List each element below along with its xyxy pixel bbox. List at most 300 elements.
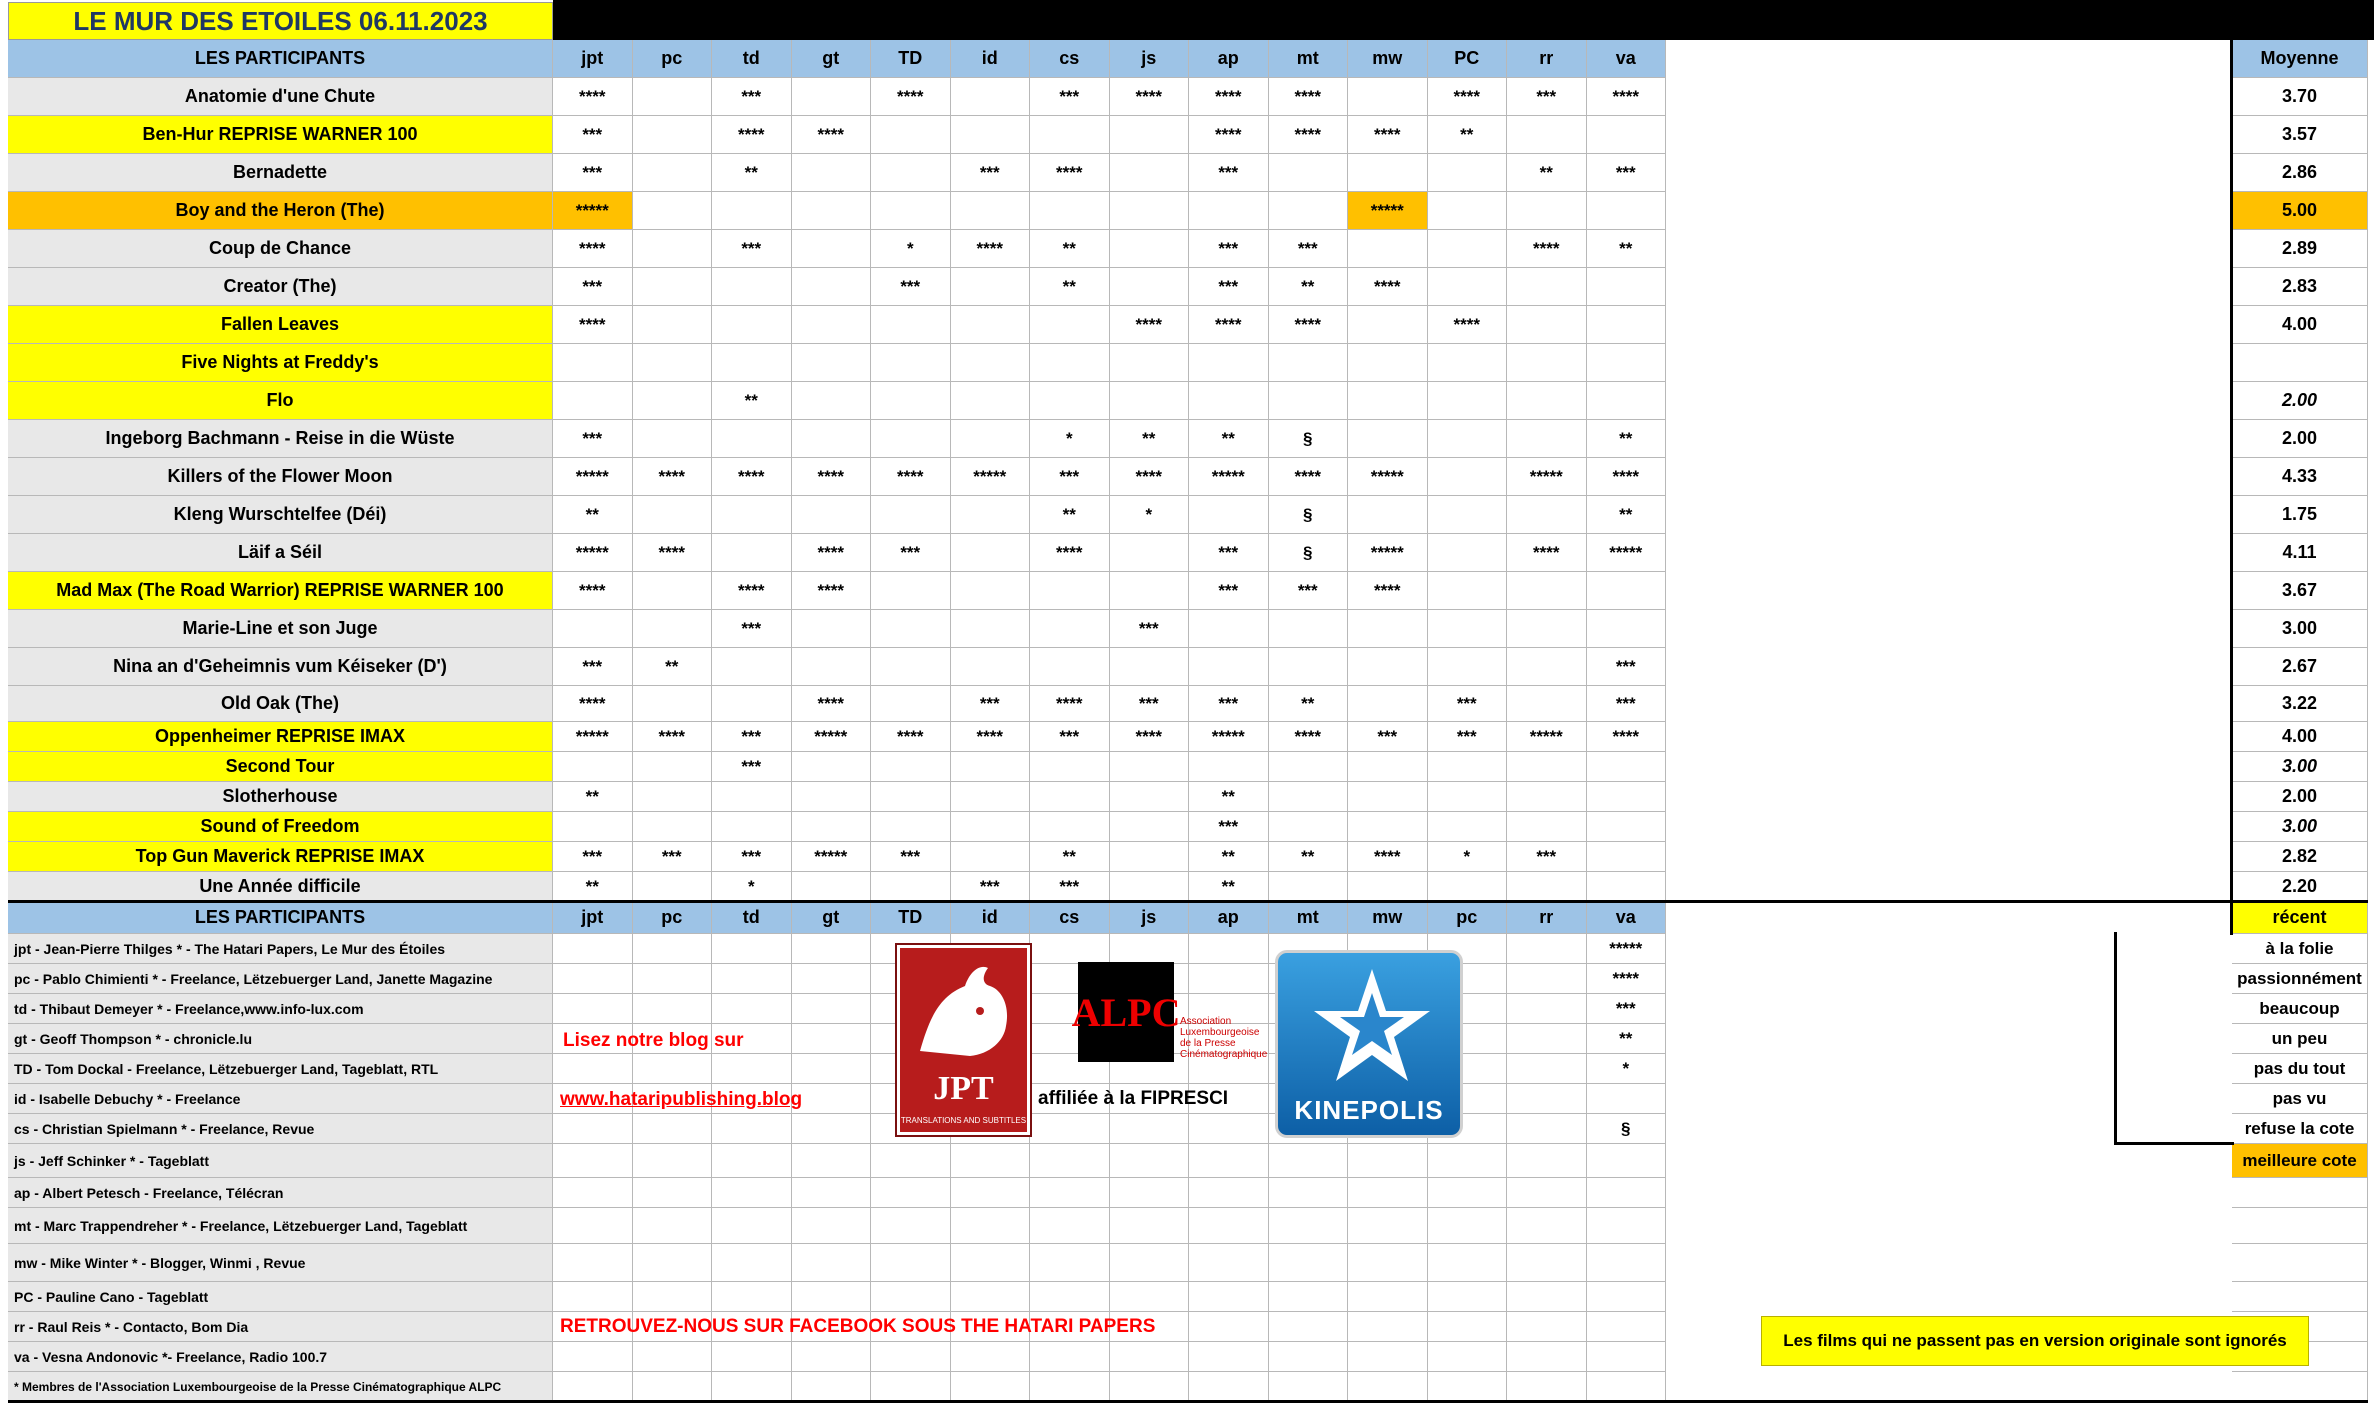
empty-cell[interactable] (1348, 1372, 1428, 1402)
rating-cell[interactable] (1428, 812, 1508, 842)
average-cell[interactable]: 3.00 (2232, 752, 2368, 782)
rating-cell[interactable] (1507, 268, 1587, 306)
rating-cell[interactable] (951, 192, 1031, 230)
rating-cell[interactable]: **** (1587, 458, 1667, 496)
rating-cell[interactable] (1189, 648, 1269, 686)
rating-cell[interactable] (1348, 344, 1428, 382)
rating-cell[interactable]: ** (1428, 116, 1508, 154)
rating-cell[interactable]: *** (712, 78, 792, 116)
rating-cell[interactable]: *** (1110, 610, 1190, 648)
rating-cell[interactable]: **** (1030, 686, 1110, 722)
film-title[interactable]: Ben-Hur REPRISE WARNER 100 (8, 116, 553, 154)
rating-cell[interactable] (951, 344, 1031, 382)
empty-cell[interactable] (633, 1372, 713, 1402)
rating-cell[interactable] (871, 752, 951, 782)
rating-cell[interactable] (792, 268, 872, 306)
rating-cell[interactable]: **** (633, 534, 713, 572)
rating-cell[interactable]: **** (1189, 306, 1269, 344)
rating-cell[interactable] (712, 812, 792, 842)
rating-cell[interactable] (792, 382, 872, 420)
rating-cell[interactable]: ***** (1189, 458, 1269, 496)
empty-cell[interactable] (633, 994, 713, 1024)
rating-cell[interactable] (1110, 534, 1190, 572)
empty-cell[interactable] (1507, 994, 1587, 1024)
rating-cell[interactable] (951, 782, 1031, 812)
rating-cell[interactable]: ***** (1348, 192, 1428, 230)
rating-cell[interactable]: ** (1189, 872, 1269, 902)
rating-cell[interactable] (553, 610, 633, 648)
rating-cell[interactable]: *** (951, 154, 1031, 192)
rating-cell[interactable] (1428, 752, 1508, 782)
rating-cell[interactable]: *** (553, 268, 633, 306)
rating-cell[interactable] (633, 154, 713, 192)
rating-cell[interactable]: ** (1189, 842, 1269, 872)
rating-cell[interactable]: **** (1587, 722, 1667, 752)
rating-cell[interactable]: § (1269, 496, 1349, 534)
empty-cell[interactable] (1030, 1372, 1110, 1402)
film-title[interactable]: Slotherhouse (8, 782, 553, 812)
empty-cell[interactable] (1269, 1342, 1349, 1372)
average-cell[interactable]: 3.00 (2232, 812, 2368, 842)
empty-cell[interactable] (1587, 1372, 1667, 1402)
rating-cell[interactable]: *** (553, 154, 633, 192)
empty-cell[interactable] (1428, 1282, 1508, 1312)
rating-cell[interactable]: ** (1269, 268, 1349, 306)
rating-cell[interactable] (792, 610, 872, 648)
empty-cell[interactable] (1110, 1178, 1190, 1208)
critic-header-bottom[interactable]: va (1587, 902, 1667, 934)
rating-cell[interactable] (712, 192, 792, 230)
rating-cell[interactable]: **** (792, 534, 872, 572)
empty-cell[interactable] (1110, 1144, 1190, 1178)
empty-cell[interactable] (1507, 1054, 1587, 1084)
rating-cell[interactable]: *** (871, 268, 951, 306)
rating-cell[interactable] (1030, 116, 1110, 154)
film-title[interactable]: Anatomie d'une Chute (8, 78, 553, 116)
rating-cell[interactable]: **** (1507, 534, 1587, 572)
rating-cell[interactable]: *** (1189, 230, 1269, 268)
rating-cell[interactable] (633, 812, 713, 842)
empty-cell[interactable] (871, 1342, 951, 1372)
average-cell[interactable]: 2.89 (2232, 230, 2368, 268)
empty-cell[interactable] (712, 1208, 792, 1244)
empty-cell[interactable] (792, 1244, 872, 1282)
empty-cell[interactable] (1269, 1144, 1349, 1178)
empty-cell[interactable] (1189, 1372, 1269, 1402)
film-title[interactable]: Creator (The) (8, 268, 553, 306)
empty-cell[interactable] (1030, 1342, 1110, 1372)
empty-cell[interactable] (1348, 1282, 1428, 1312)
rating-cell[interactable]: ***** (1189, 722, 1269, 752)
empty-cell[interactable] (712, 1342, 792, 1372)
rating-cell[interactable]: **** (712, 116, 792, 154)
empty-cell[interactable] (712, 1372, 792, 1402)
rating-cell[interactable] (951, 842, 1031, 872)
rating-cell[interactable] (1030, 306, 1110, 344)
rating-cell[interactable]: *** (1189, 268, 1269, 306)
rating-cell[interactable] (633, 752, 713, 782)
rating-cell[interactable]: ***** (792, 722, 872, 752)
empty-cell[interactable] (1507, 1342, 1587, 1372)
rating-cell[interactable] (1110, 842, 1190, 872)
rating-cell[interactable] (712, 534, 792, 572)
rating-cell[interactable] (1348, 648, 1428, 686)
rating-cell[interactable]: **** (1269, 458, 1349, 496)
rating-cell[interactable] (1428, 382, 1508, 420)
empty-cell[interactable] (1348, 1342, 1428, 1372)
rating-cell[interactable] (1428, 648, 1508, 686)
rating-cell[interactable] (1110, 752, 1190, 782)
empty-cell[interactable] (871, 1178, 951, 1208)
rating-cell[interactable] (792, 192, 872, 230)
rating-cell[interactable] (871, 116, 951, 154)
empty-cell[interactable] (792, 994, 872, 1024)
rating-cell[interactable] (951, 534, 1031, 572)
rating-cell[interactable]: **** (553, 686, 633, 722)
empty-cell[interactable] (633, 1342, 713, 1372)
rating-cell[interactable]: *** (951, 872, 1031, 902)
empty-cell[interactable] (1428, 1244, 1508, 1282)
rating-cell[interactable] (1110, 872, 1190, 902)
rating-cell[interactable] (792, 420, 872, 458)
empty-cell[interactable] (2232, 1282, 2368, 1312)
rating-cell[interactable]: **** (553, 78, 633, 116)
rating-cell[interactable] (1507, 572, 1587, 610)
critic-header-bottom[interactable]: pc (633, 902, 713, 934)
rating-cell[interactable] (1269, 812, 1349, 842)
rating-cell[interactable]: ** (1587, 230, 1667, 268)
rating-cell[interactable] (1110, 116, 1190, 154)
empty-cell[interactable] (951, 1208, 1031, 1244)
empty-cell[interactable] (553, 1144, 633, 1178)
rating-cell[interactable] (1428, 782, 1508, 812)
rating-cell[interactable]: ** (1507, 154, 1587, 192)
rating-cell[interactable] (1110, 648, 1190, 686)
empty-cell[interactable] (1507, 1282, 1587, 1312)
empty-cell[interactable] (1507, 1372, 1587, 1402)
critic-header[interactable]: mw (1348, 40, 1428, 78)
rating-cell[interactable] (1507, 610, 1587, 648)
empty-cell[interactable] (1587, 1178, 1667, 1208)
film-title[interactable]: Nina an d'Geheimnis vum Kéiseker (D') (8, 648, 553, 686)
rating-cell[interactable]: *** (871, 534, 951, 572)
rating-cell[interactable]: ** (633, 648, 713, 686)
blog-link[interactable]: www.hataripublishing.blog (560, 1089, 803, 1110)
empty-cell[interactable] (1507, 1024, 1587, 1054)
rating-cell[interactable]: *** (1269, 572, 1349, 610)
empty-cell[interactable] (2232, 1208, 2368, 1244)
average-cell[interactable] (2232, 344, 2368, 382)
empty-cell[interactable] (792, 1114, 872, 1144)
rating-cell[interactable]: **** (951, 722, 1031, 752)
rating-cell[interactable] (871, 686, 951, 722)
film-title[interactable]: Une Année difficile (8, 872, 553, 902)
rating-cell[interactable]: * (871, 230, 951, 268)
critic-header[interactable]: PC (1428, 40, 1508, 78)
empty-cell[interactable] (553, 1208, 633, 1244)
empty-cell[interactable] (553, 994, 633, 1024)
critic-header-bottom[interactable]: pc (1428, 902, 1508, 934)
rating-cell[interactable] (1030, 812, 1110, 842)
rating-cell[interactable]: *** (1587, 686, 1667, 722)
rating-cell[interactable] (1428, 230, 1508, 268)
empty-cell[interactable] (951, 1282, 1031, 1312)
empty-cell[interactable] (1189, 1244, 1269, 1282)
critic-header[interactable]: pc (633, 40, 713, 78)
rating-cell[interactable] (1189, 610, 1269, 648)
rating-cell[interactable] (712, 496, 792, 534)
rating-cell[interactable] (1269, 192, 1349, 230)
rating-cell[interactable] (792, 648, 872, 686)
rating-cell[interactable] (1428, 420, 1508, 458)
average-cell[interactable]: 3.57 (2232, 116, 2368, 154)
critic-header-bottom[interactable]: gt (792, 902, 872, 934)
rating-cell[interactable]: **** (633, 458, 713, 496)
rating-cell[interactable]: ** (553, 496, 633, 534)
rating-cell[interactable] (1110, 572, 1190, 610)
empty-cell[interactable] (1189, 1342, 1269, 1372)
empty-cell[interactable] (633, 964, 713, 994)
average-cell[interactable]: 2.83 (2232, 268, 2368, 306)
rating-cell[interactable]: *** (1030, 872, 1110, 902)
rating-cell[interactable] (1189, 382, 1269, 420)
legend-symbol[interactable]: **** (1587, 964, 1667, 994)
empty-cell[interactable] (1507, 1244, 1587, 1282)
critic-header[interactable]: gt (792, 40, 872, 78)
critic-header-bottom[interactable]: id (951, 902, 1031, 934)
rating-cell[interactable] (1269, 610, 1349, 648)
rating-cell[interactable]: **** (1507, 230, 1587, 268)
rating-cell[interactable] (871, 192, 951, 230)
rating-cell[interactable]: ** (1189, 420, 1269, 458)
rating-cell[interactable] (871, 154, 951, 192)
rating-cell[interactable] (553, 812, 633, 842)
rating-cell[interactable]: *** (712, 722, 792, 752)
rating-cell[interactable]: ** (1030, 842, 1110, 872)
empty-cell[interactable] (1030, 1208, 1110, 1244)
rating-cell[interactable] (1269, 782, 1349, 812)
rating-cell[interactable]: **** (712, 458, 792, 496)
rating-cell[interactable] (1428, 192, 1508, 230)
rating-cell[interactable] (1587, 268, 1667, 306)
empty-cell[interactable] (1587, 1312, 1667, 1342)
rating-cell[interactable] (1110, 192, 1190, 230)
rating-cell[interactable] (1507, 382, 1587, 420)
rating-cell[interactable]: ***** (553, 722, 633, 752)
rating-cell[interactable]: **** (792, 458, 872, 496)
empty-cell[interactable] (553, 934, 633, 964)
rating-cell[interactable] (1507, 812, 1587, 842)
rating-cell[interactable]: **** (792, 572, 872, 610)
average-cell[interactable]: 3.70 (2232, 78, 2368, 116)
rating-cell[interactable]: **** (1030, 154, 1110, 192)
empty-cell[interactable] (792, 1084, 872, 1114)
critic-header[interactable]: va (1587, 40, 1667, 78)
rating-cell[interactable] (1428, 572, 1508, 610)
rating-cell[interactable] (951, 648, 1031, 686)
rating-cell[interactable]: * (1428, 842, 1508, 872)
rating-cell[interactable] (1428, 872, 1508, 902)
average-cell[interactable]: 2.20 (2232, 872, 2368, 902)
film-title[interactable]: Old Oak (The) (8, 686, 553, 722)
film-title[interactable]: Coup de Chance (8, 230, 553, 268)
empty-cell[interactable] (1030, 934, 1110, 964)
rating-cell[interactable] (792, 306, 872, 344)
rating-cell[interactable]: **** (1269, 116, 1349, 154)
rating-cell[interactable] (1030, 344, 1110, 382)
rating-cell[interactable] (1348, 812, 1428, 842)
rating-cell[interactable]: *** (1428, 722, 1508, 752)
empty-cell[interactable] (1030, 1178, 1110, 1208)
empty-cell[interactable] (792, 1372, 872, 1402)
empty-cell[interactable] (951, 1144, 1031, 1178)
rating-cell[interactable] (1428, 610, 1508, 648)
rating-cell[interactable]: **** (1189, 116, 1269, 154)
empty-cell[interactable] (1269, 1372, 1349, 1402)
rating-cell[interactable] (1269, 648, 1349, 686)
rating-cell[interactable]: *** (1189, 572, 1269, 610)
rating-cell[interactable]: **** (1428, 306, 1508, 344)
rating-cell[interactable]: **** (951, 230, 1031, 268)
rating-cell[interactable]: § (1269, 420, 1349, 458)
rating-cell[interactable]: **** (1269, 78, 1349, 116)
rating-cell[interactable] (1587, 572, 1667, 610)
empty-cell[interactable] (1189, 1208, 1269, 1244)
rating-cell[interactable] (1030, 382, 1110, 420)
empty-cell[interactable] (951, 1178, 1031, 1208)
rating-cell[interactable] (1587, 842, 1667, 872)
average-cell[interactable]: 2.00 (2232, 382, 2368, 420)
empty-cell[interactable] (633, 1178, 713, 1208)
rating-cell[interactable] (1110, 230, 1190, 268)
rating-cell[interactable] (633, 686, 713, 722)
rating-cell[interactable] (1507, 872, 1587, 902)
rating-cell[interactable]: **** (1348, 572, 1428, 610)
empty-cell[interactable] (1110, 1244, 1190, 1282)
average-cell[interactable]: 3.22 (2232, 686, 2368, 722)
rating-cell[interactable] (712, 686, 792, 722)
rating-cell[interactable]: **** (1428, 78, 1508, 116)
empty-cell[interactable] (553, 1178, 633, 1208)
average-cell[interactable]: 2.86 (2232, 154, 2368, 192)
rating-cell[interactable]: * (1030, 420, 1110, 458)
rating-cell[interactable] (633, 192, 713, 230)
empty-cell[interactable] (633, 1282, 713, 1312)
rating-cell[interactable] (1189, 496, 1269, 534)
rating-cell[interactable]: *** (1030, 722, 1110, 752)
empty-cell[interactable] (633, 1208, 713, 1244)
rating-cell[interactable]: *** (1189, 686, 1269, 722)
film-title[interactable]: Killers of the Flower Moon (8, 458, 553, 496)
rating-cell[interactable]: **** (1348, 842, 1428, 872)
critic-header-bottom[interactable]: jpt (553, 902, 633, 934)
empty-cell[interactable] (1189, 1114, 1269, 1144)
average-cell[interactable]: 3.67 (2232, 572, 2368, 610)
film-title[interactable]: Läif a Séil (8, 534, 553, 572)
empty-cell[interactable] (2232, 1372, 2368, 1402)
rating-cell[interactable] (1269, 752, 1349, 782)
legend-symbol[interactable]: *** (1587, 994, 1667, 1024)
average-cell[interactable]: 4.00 (2232, 306, 2368, 344)
empty-cell[interactable] (792, 1178, 872, 1208)
rating-cell[interactable] (1587, 610, 1667, 648)
rating-cell[interactable]: *** (1269, 230, 1349, 268)
rating-cell[interactable] (1348, 752, 1428, 782)
empty-cell[interactable] (871, 1372, 951, 1402)
rating-cell[interactable] (1507, 496, 1587, 534)
rating-cell[interactable] (712, 648, 792, 686)
empty-cell[interactable] (951, 1372, 1031, 1402)
rating-cell[interactable]: **** (712, 572, 792, 610)
rating-cell[interactable]: *** (553, 842, 633, 872)
rating-cell[interactable]: *** (712, 842, 792, 872)
rating-cell[interactable] (1269, 382, 1349, 420)
rating-cell[interactable] (1428, 154, 1508, 192)
critic-header-bottom[interactable]: rr (1507, 902, 1587, 934)
empty-cell[interactable] (1030, 1114, 1110, 1144)
empty-cell[interactable] (792, 1342, 872, 1372)
rating-cell[interactable]: *** (1110, 686, 1190, 722)
empty-cell[interactable] (792, 1282, 872, 1312)
rating-cell[interactable] (1110, 344, 1190, 382)
empty-cell[interactable] (1428, 1208, 1508, 1244)
rating-cell[interactable]: ** (1030, 268, 1110, 306)
empty-cell[interactable] (1110, 1114, 1190, 1144)
rating-cell[interactable]: *** (1189, 154, 1269, 192)
rating-cell[interactable] (1428, 534, 1508, 572)
empty-cell[interactable] (871, 1144, 951, 1178)
empty-cell[interactable] (1269, 1178, 1349, 1208)
rating-cell[interactable] (633, 572, 713, 610)
recent-header[interactable]: récent (2232, 902, 2368, 934)
legend-symbol[interactable] (1587, 1084, 1667, 1114)
empty-cell[interactable] (2232, 1178, 2368, 1208)
rating-cell[interactable] (633, 306, 713, 344)
film-title[interactable]: Oppenheimer REPRISE IMAX (8, 722, 553, 752)
empty-cell[interactable] (1507, 1178, 1587, 1208)
rating-cell[interactable] (712, 268, 792, 306)
critic-header[interactable]: js (1110, 40, 1190, 78)
rating-cell[interactable]: ***** (1587, 534, 1667, 572)
film-title[interactable]: Five Nights at Freddy's (8, 344, 553, 382)
film-title[interactable]: Top Gun Maverick REPRISE IMAX (8, 842, 553, 872)
empty-cell[interactable] (1269, 1244, 1349, 1282)
critic-header[interactable]: cs (1030, 40, 1110, 78)
rating-cell[interactable]: **** (1110, 306, 1190, 344)
critic-header-bottom[interactable]: mt (1269, 902, 1349, 934)
rating-cell[interactable] (1507, 192, 1587, 230)
rating-cell[interactable]: *** (1587, 154, 1667, 192)
critic-header[interactable]: TD (871, 40, 951, 78)
empty-cell[interactable] (712, 994, 792, 1024)
rating-cell[interactable] (1587, 382, 1667, 420)
rating-cell[interactable] (1507, 752, 1587, 782)
rating-cell[interactable] (1587, 116, 1667, 154)
rating-cell[interactable] (1348, 686, 1428, 722)
average-header[interactable]: Moyenne (2232, 40, 2368, 78)
rating-cell[interactable] (1348, 420, 1428, 458)
rating-cell[interactable]: **** (1189, 78, 1269, 116)
empty-cell[interactable] (633, 1114, 713, 1144)
rating-cell[interactable] (1587, 306, 1667, 344)
rating-cell[interactable]: **** (1030, 534, 1110, 572)
rating-cell[interactable]: *** (1587, 648, 1667, 686)
rating-cell[interactable] (871, 496, 951, 534)
critic-header-bottom[interactable]: cs (1030, 902, 1110, 934)
legend-symbol[interactable]: ***** (1587, 934, 1667, 964)
average-cell[interactable]: 2.67 (2232, 648, 2368, 686)
rating-cell[interactable] (1507, 782, 1587, 812)
